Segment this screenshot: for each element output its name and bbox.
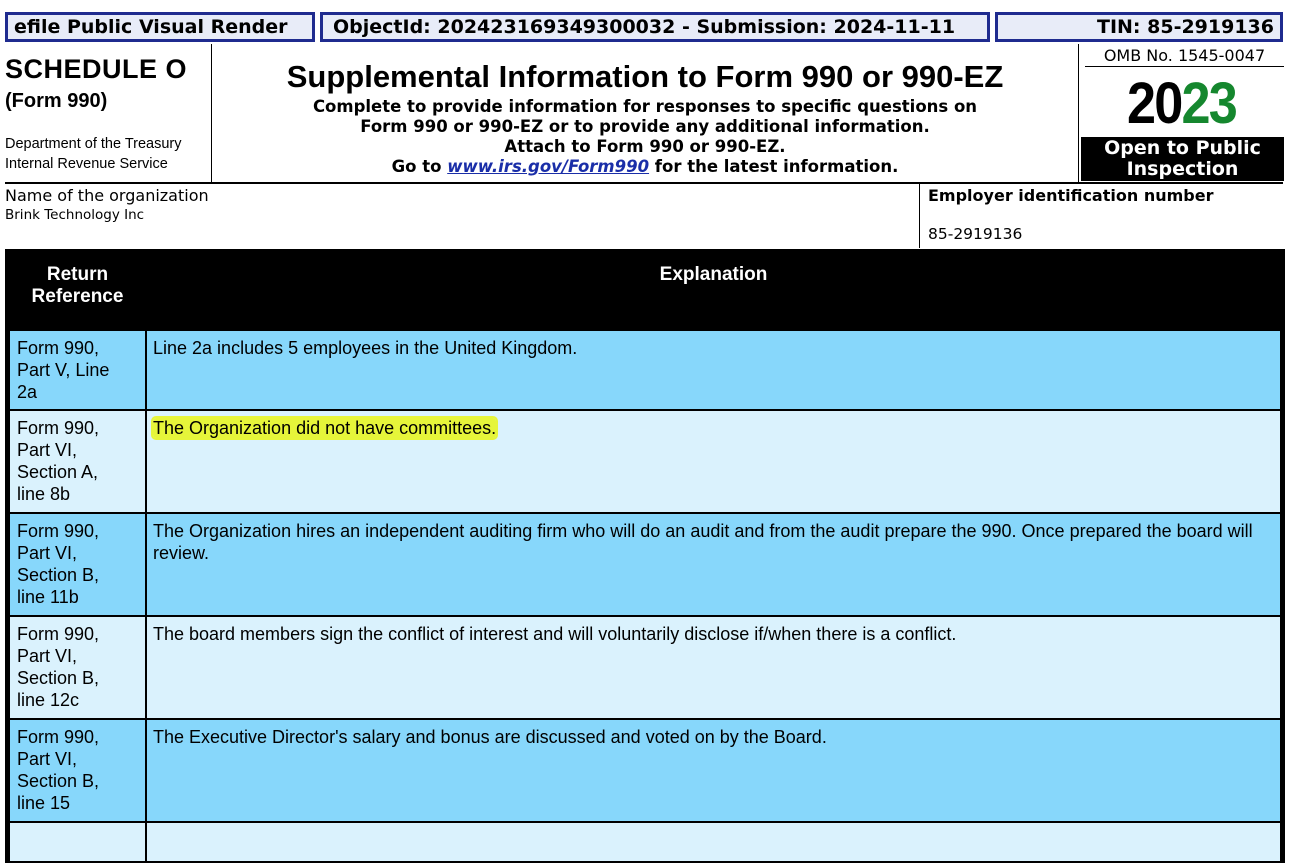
schedule-block	[5, 44, 212, 182]
row-ref	[9, 822, 146, 862]
department	[5, 134, 182, 174]
ref-line: Section A,	[17, 462, 99, 482]
form-number: (Form 990)	[5, 90, 108, 112]
table-row	[9, 410, 1281, 513]
org-name-value: Brink Technology Inc	[5, 207, 145, 223]
instr-line-2: Form 990 or 990-EZ or to provide any additional information.	[360, 117, 930, 136]
row-ref	[9, 513, 146, 616]
render-label: efile Public Visual Render	[5, 12, 315, 42]
instr-post: for the latest information.	[649, 157, 899, 176]
irs-link[interactable]: www.irs.gov/Form990	[447, 157, 650, 176]
table-header	[9, 252, 1281, 330]
ref-line: Part V, Line	[17, 360, 110, 380]
instructions	[212, 97, 1078, 177]
tax-year	[1089, 70, 1274, 137]
tin-label: TIN: 85-2919136	[995, 12, 1283, 42]
table-row	[9, 822, 1281, 862]
col-return-reference	[9, 252, 146, 330]
explanation-table	[8, 252, 1282, 863]
row-explanation	[146, 822, 1281, 862]
row-explanation: Line 2a includes 5 employees in the United Kingdom.	[146, 330, 1281, 410]
page-title: Supplemental Information to Form 990 or 990-EZ	[286, 59, 1004, 94]
ein-block	[919, 184, 1284, 248]
instr-line-1: Complete to provide information for responses to specific questions on	[312, 97, 978, 116]
ein-label: Employer identification number	[928, 186, 1214, 205]
schedule-title: SCHEDULE O	[5, 54, 188, 84]
ref-line: line 8b	[17, 484, 71, 504]
dept-line-1: Department of the Treasury	[5, 136, 182, 152]
ref-line: Form 990,	[17, 727, 100, 747]
year-block	[1078, 44, 1284, 182]
explanation-table-wrapper	[5, 249, 1285, 863]
instr-pre: Go to	[391, 157, 448, 176]
org-name-block	[5, 184, 918, 248]
table-row	[9, 616, 1281, 719]
row-ref	[9, 616, 146, 719]
row-ref	[9, 719, 146, 822]
row-ref	[9, 330, 146, 410]
ref-line: Section B,	[17, 771, 100, 791]
open-line-2: Inspection	[1126, 158, 1239, 180]
ref-line: Section B,	[17, 668, 100, 688]
ref-line: Form 990,	[17, 338, 100, 358]
org-name-label: Name of the organization	[5, 186, 209, 205]
ref-line: line 11b	[17, 587, 79, 607]
ein-value: 85-2919136	[928, 225, 1023, 243]
instr-line-3: Attach to Form 990 or 990-EZ.	[504, 137, 786, 156]
ref-line: Part VI,	[17, 749, 78, 769]
ref-line: Form 990,	[17, 624, 100, 644]
ref-line: Section B,	[17, 565, 100, 585]
table-row	[9, 719, 1281, 822]
ref-line: Part VI,	[17, 440, 78, 460]
row-explanation: The Organization hires an independent auditing firm who will do an audit and from the audit prepare the 990. Once prepared the board will review.	[146, 513, 1281, 616]
ref-line: Form 990,	[17, 521, 100, 541]
dept-line-2: Internal Revenue Service	[5, 156, 168, 172]
ref-line: line 12c	[17, 690, 80, 710]
col-ref-line-2: Reference	[31, 286, 124, 307]
open-line-1: Open to Public	[1104, 137, 1261, 159]
object-info: ObjectId: 202423169349300032 - Submission: 2024-11-11	[320, 12, 990, 42]
col-ref-line-1: Return	[46, 264, 109, 285]
ref-line: Form 990,	[17, 418, 100, 438]
title-block	[212, 44, 1078, 182]
year-suffix: 23	[1181, 71, 1236, 136]
form-header	[5, 44, 1283, 184]
ref-line: Part VI,	[17, 646, 78, 666]
table-row	[9, 513, 1281, 616]
top-bar	[5, 12, 1283, 42]
ref-line: Part VI,	[17, 543, 78, 563]
table-row	[9, 330, 1281, 410]
highlighted-text: The Organization did not have committees.	[153, 418, 497, 438]
open-to-public-badge	[1081, 137, 1284, 181]
ref-line: 2a	[17, 382, 38, 402]
instr-line-4	[212, 157, 1078, 177]
row-ref	[9, 410, 146, 513]
col-explanation: Explanation	[146, 252, 1281, 330]
organization-section	[5, 184, 1283, 248]
year-prefix: 20	[1127, 71, 1182, 136]
row-explanation	[146, 410, 1281, 513]
row-explanation: The Executive Director's salary and bonus are discussed and voted on by the Board.	[146, 719, 1281, 822]
ref-line: line 15	[17, 793, 71, 813]
row-explanation: The board members sign the conflict of interest and will voluntarily disclose if/when there is a conflict.	[146, 616, 1281, 719]
omb-number: OMB No. 1545-0047	[1085, 46, 1284, 67]
